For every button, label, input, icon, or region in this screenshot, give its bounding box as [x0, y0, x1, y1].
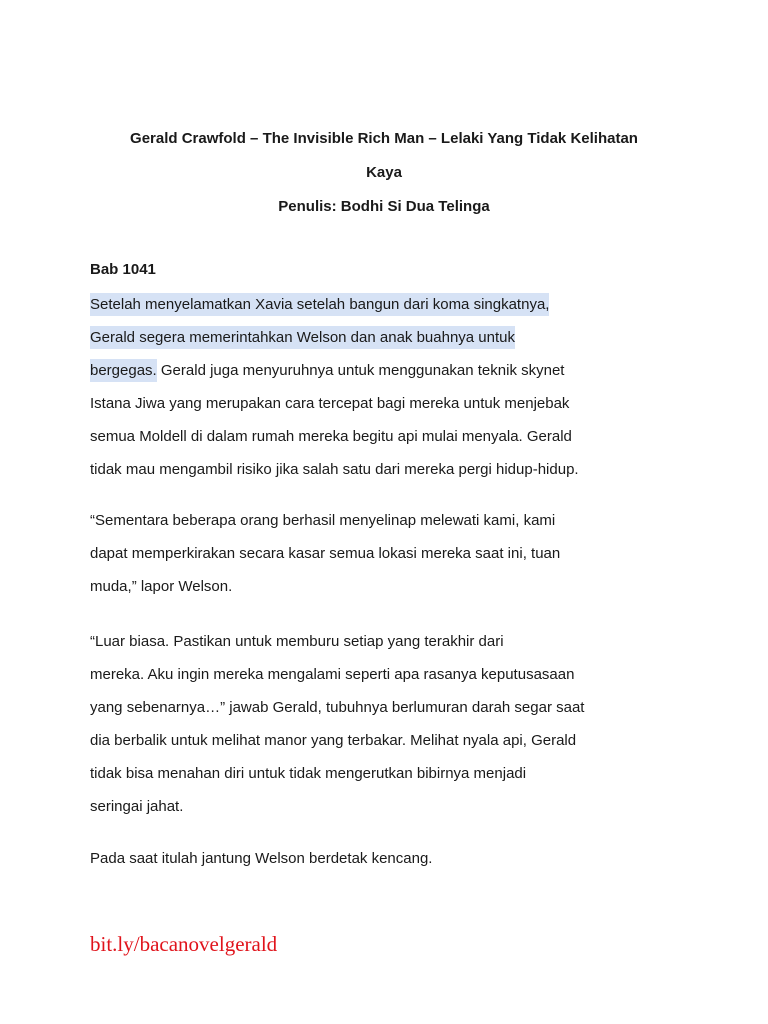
paragraph-line: tidak bisa menahan diri untuk tidak mengerutkan bibirnya menjadi: [90, 765, 527, 782]
paragraph-line: [90, 288, 690, 321]
paragraph-line: tidak mau mengambil risiko jika salah satu dari mereka pergi hidup-hidup.: [90, 461, 579, 478]
paragraph-4: [90, 842, 690, 875]
paragraph-line: seringai jahat.: [90, 798, 184, 815]
paragraph-3: [90, 625, 690, 823]
paragraph-1: [90, 288, 690, 486]
paragraph-line: Pada saat itulah jantung Welson berdetak kencang.: [90, 850, 433, 867]
paragraph-line: semua Moldell di dalam rumah mereka begitu api mulai menyala. Gerald: [90, 428, 572, 445]
paragraph-2: [90, 504, 690, 603]
novel-link[interactable]: bit.ly/bacanovelgerald: [90, 932, 278, 956]
paragraph-line: mereka. Aku ingin mereka mengalami seperti apa rasanya keputusasaan: [90, 666, 575, 683]
paragraph-line: “Sementara beberapa orang berhasil menyelinap melewati kami, kami: [90, 512, 556, 529]
title-line-2: Kaya: [366, 164, 402, 181]
paragraph-line: yang sebenarnya…” jawab Gerald, tubuhnya berlumuran darah segar saat: [90, 699, 585, 716]
highlighted-text: bergegas.: [90, 359, 157, 382]
paragraph-text: Gerald juga menyuruhnya untuk menggunakan teknik skynet: [156, 362, 565, 379]
paragraph-line: [90, 321, 690, 354]
paragraph-line: Istana Jiwa yang merupakan cara tercepat bagi mereka untuk menjebak: [90, 395, 570, 412]
paragraph-line: dia berbalik untuk melihat manor yang terbakar. Melihat nyala api, Gerald: [90, 732, 577, 749]
paragraph-line: muda,” lapor Welson.: [90, 578, 233, 595]
highlighted-text: Gerald segera memerintahkan Welson dan anak buahnya untuk: [90, 326, 515, 349]
highlighted-text: Setelah menyelamatkan Xavia setelah bangun dari koma singkatnya,: [90, 293, 549, 316]
paragraph-line: dapat memperkirakan secara kasar semua lokasi mereka saat ini, tuan: [90, 545, 561, 562]
chapter-heading: Bab 1041: [90, 261, 156, 278]
document-title-block: [90, 122, 678, 224]
title-line-1: Gerald Crawfold – The Invisible Rich Man – Lelaki Yang Tidak Kelihatan: [130, 130, 638, 147]
author-line: Penulis: Bodhi Si Dua Telinga: [278, 198, 490, 215]
paragraph-line: “Luar biasa. Pastikan untuk memburu setiap yang terakhir dari: [90, 633, 504, 650]
paragraph-line: [90, 354, 690, 387]
